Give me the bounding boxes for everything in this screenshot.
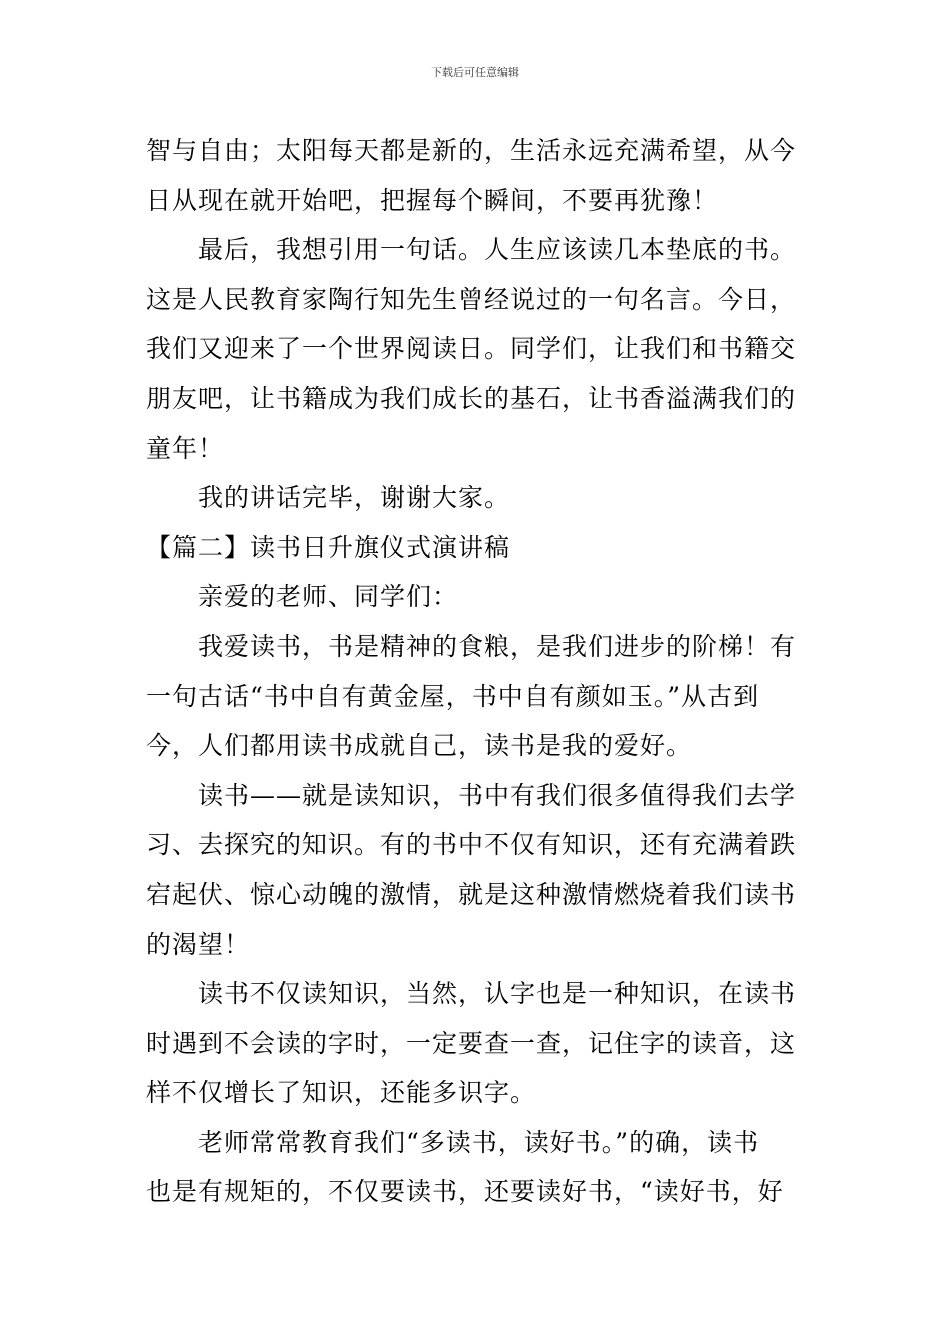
text-line: 我爱读书，书是精神的食粮，是我们进步的阶梯！有 xyxy=(198,631,797,661)
text-line: 朋友吧，让书籍成为我们成长的基石，让书香溢满我们的 xyxy=(146,383,797,413)
text-line: 我们又迎来了一个世界阅读日。同学们，让我们和书籍交 xyxy=(146,334,797,364)
text-line: 这是人民教育家陶行知先生曾经说过的一句名言。今日， xyxy=(146,284,797,314)
text-line: 最后，我想引用一句话。人生应该读几本垫底的书。 xyxy=(198,235,797,265)
text-line: 日从现在就开始吧，把握每个瞬间，不要再犹豫！ xyxy=(146,185,719,215)
text-line: 也是有规矩的，不仅要读书，还要读好书，“读好书，好 xyxy=(146,1177,784,1207)
text-line: 读书——就是读知识，书中有我们很多值得我们去学 xyxy=(198,780,797,810)
text-line: 一句古话“书中自有黄金屋，书中自有颜如玉。”从古到 xyxy=(146,681,760,711)
text-line: 时遇到不会读的字时，一定要查一查，记住字的读音，这 xyxy=(146,1028,797,1058)
text-line: 宕起伏、惊心动魄的激情，就是这种激情燃烧着我们读书 xyxy=(146,879,797,909)
text-line: 的渴望！ xyxy=(146,929,251,959)
text-line: 智与自由；太阳每天都是新的，生活永远充满希望，从今 xyxy=(146,136,797,165)
page-header: 下载后可任意编辑 xyxy=(431,66,519,79)
text-line: 习、去探究的知识。有的书中不仅有知识，还有充满着跌 xyxy=(146,830,797,860)
section-heading: 【篇二】读书日升旗仪式演讲稿 xyxy=(146,532,511,562)
document-body xyxy=(146,126,808,1217)
text-line: 我的讲话完毕，谢谢大家。 xyxy=(198,483,511,513)
text-line: 样不仅增长了知识，还能多识字。 xyxy=(146,1078,537,1108)
text-line: 读书不仅读知识，当然，认字也是一种知识，在读书 xyxy=(198,979,797,1009)
text-line: 今，人们都用读书成就自己，读书是我的爱好。 xyxy=(146,731,693,761)
text-line: 老师常常教育我们“多读书，读好书。”的确，读书 xyxy=(198,1127,760,1157)
text-line: 童年！ xyxy=(146,433,225,463)
salutation: 亲爱的老师、同学们： xyxy=(198,582,459,612)
